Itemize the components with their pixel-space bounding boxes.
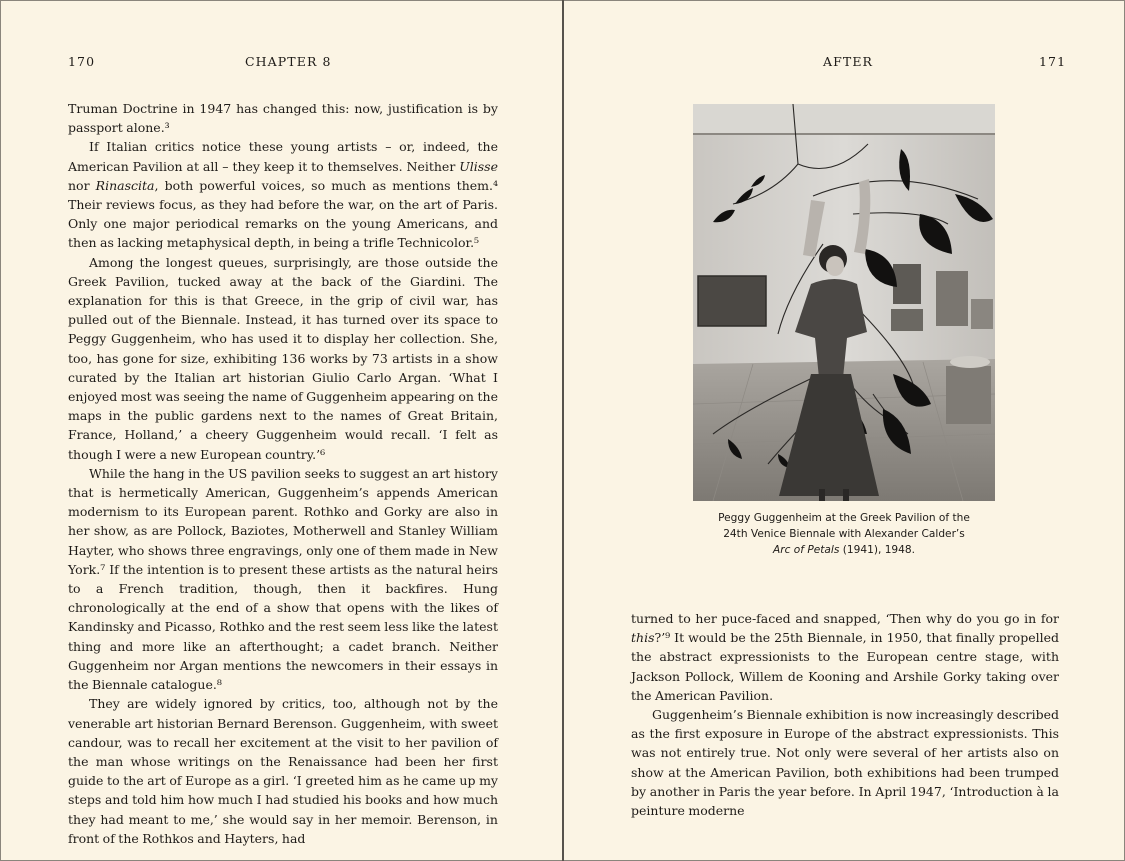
body-paragraph: They are widely ignored by critics, too, although not by the venerable art historian Bernard Berenson. Guggenheim, with sweet candour, was to recall her excitement at the visit to her pavilion of the man whose writings on the Renaissance had been her first guide to the art of Europe as a girl. ‘I greeted him as he came up my steps and told him how much I had studied his books and how much they had meant to me,’ she would say in her memoir. Berenson, in front of the Rothkos and Hayters, had xyxy=(68,696,498,846)
italic-title: Ulisse xyxy=(459,158,498,174)
body-paragraph: If Italian critics notice these young artists – or, indeed, the American Pavilion at all – they keep it to themselves. Neither Ulisse nor Rinascita, both powerful voices, so much as mentions them.⁴ Their reviews focus, as they had before the war, on the art of Paris. Only one major periodical remarks on the young Americans, and then as lacking metaphysical depth, in being a trifle Technicolor.⁵ xyxy=(68,139,498,251)
left-page xyxy=(0,0,562,861)
body-paragraph: Guggenheim’s Biennale exhibition is now increasingly described as the first exposure in Europe of the abstract expressionists. This was not entirely true. Not only were several of her artists also on show at the American Pavilion, both exhibitions had been trumped by another in Paris the year before. In April 1947, ‘Introduction à la peinture moderne xyxy=(631,707,1059,819)
caption-line: Arc of Petals (1941), 1948. xyxy=(772,544,916,556)
body-paragraph: turned to her puce-faced and snapped, ‘Then why do you go in for this?’⁹ It would be the 25th Biennale, in 1950, that finally propelled the abstract expressionists to the European centre stage, with Jackson Pollock, Willem de Kooning and Arshile Gorky taking over the American Pavilion. xyxy=(631,611,1059,703)
page-number-left: 170 xyxy=(68,54,96,69)
italic-title: this xyxy=(631,630,655,646)
running-head-left: CHAPTER 8 xyxy=(245,54,332,69)
running-head-right: AFTER xyxy=(823,54,874,69)
italic-title: Arc of Petals xyxy=(772,544,840,556)
left-body-text xyxy=(68,99,498,848)
italic-title: Rinascita xyxy=(95,177,155,193)
photo-guggenheim-calder-mobile xyxy=(693,104,995,501)
body-paragraph: Among the longest queues, surprisingly, are those outside the Greek Pavilion, tucked away at the back of the Giardini. The explanation for this is that Greece, in the grip of civil war, has pulled out of the Biennale. Instead, it has turned over its space to Peggy Guggenheim, who has used it to display her collection. She, too, has gone for size, exhibiting 136 works by 73 artists in a show curated by the Italian art historian Giulio Carlo Argan. ‘What I enjoyed most was seeing the name of Guggenheim appearing on the maps in the public gardens next to the names of Great Britain, France, Holland,’ a cheery Guggenheim would recall. ‘I felt as though I were a new European country.’⁶ xyxy=(68,254,498,462)
caption-line: 24th Venice Biennale with Alexander Calder’s xyxy=(723,528,965,540)
photo-caption xyxy=(684,510,1004,558)
right-page xyxy=(564,0,1125,861)
caption-line: Peggy Guggenheim at the Greek Pavilion of the xyxy=(718,512,970,524)
body-paragraph: While the hang in the US pavilion seeks to suggest an art history that is hermetically American, Guggenheim’s appends American modernism to its European parent. Rothko and Gorky are also in her show, as are Pollock, Baziotes, Motherwell and Stanley William Hayter, who shows three engravings, only one of them made in New York.⁷ If the intention is to present these artists as the natural heirs to a French tradition, though, then it backfires. Hung chronologically at the end of a show that opens with the likes of Kandinsky and Picasso, Rothko and the rest seem less like the latest thing and more like an afterthought; a cadet branch. Neither Guggenheim nor Argan mentions the newcomers in their essays in the Biennale catalogue.⁸ xyxy=(68,465,498,693)
page-number-right: 171 xyxy=(1039,54,1067,69)
right-body-text xyxy=(631,609,1059,820)
body-paragraph: Truman Doctrine in 1947 has changed this: now, justification is by passport alone.³ xyxy=(68,101,498,136)
